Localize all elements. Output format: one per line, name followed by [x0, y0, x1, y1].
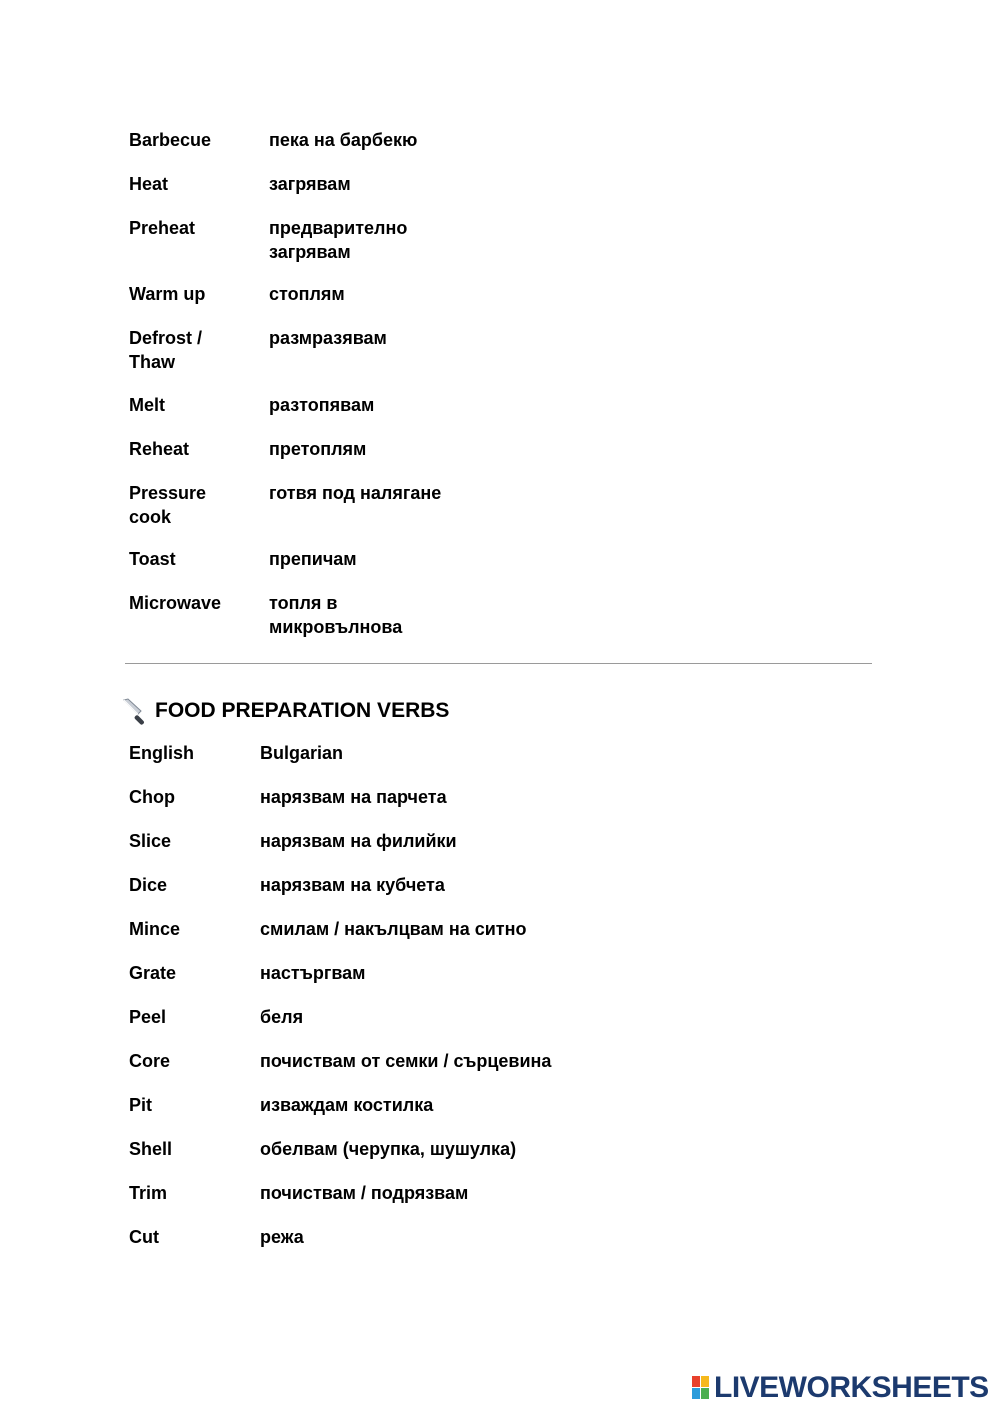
bulgarian-term-line-2: загрявам [269, 242, 351, 262]
bulgarian-term: пека на барбекю [269, 130, 418, 150]
english-term: Mince [129, 919, 181, 939]
bulgarian-term: готвя под налягане [269, 483, 442, 503]
knife-icon [121, 697, 149, 725]
liveworksheets-logo-icon [692, 1376, 714, 1400]
english-term: Warm up [129, 284, 206, 304]
english-term-line-2: cook [129, 507, 172, 527]
english-term: Defrost / [129, 328, 203, 348]
column-header-english: English [129, 743, 195, 763]
bulgarian-term: разтопявам [269, 395, 375, 415]
english-term: Barbecue [129, 130, 212, 150]
bulgarian-term: нарязвам на парчета [260, 787, 447, 807]
bulgarian-term: размразявам [269, 328, 387, 348]
bulgarian-term: нарязвам на кубчета [260, 875, 445, 895]
bulgarian-term: претоплям [269, 439, 367, 459]
english-term: Pit [129, 1095, 153, 1115]
bulgarian-term: топля в [269, 593, 338, 613]
english-term: Preheat [129, 218, 196, 238]
bulgarian-term: настъргвам [260, 963, 366, 983]
bulgarian-term: режа [260, 1227, 304, 1247]
section-divider [125, 663, 872, 664]
english-term-line-2: Thaw [129, 352, 176, 372]
english-term: Grate [129, 963, 177, 983]
english-term: Chop [129, 787, 175, 807]
english-term: Peel [129, 1007, 167, 1027]
bulgarian-term: почиствам от семки / сърцевина [260, 1051, 552, 1071]
bulgarian-term: смилам / накълцвам на ситно [260, 919, 527, 939]
bulgarian-term: обелвам (черупка, шушулка) [260, 1139, 517, 1159]
english-term: Microwave [129, 593, 222, 613]
bulgarian-term: нарязвам на филийки [260, 831, 457, 851]
bulgarian-term: изваждам костилка [260, 1095, 434, 1115]
english-term: Pressure [129, 483, 207, 503]
section-heading [121, 697, 449, 725]
bulgarian-term: беля [260, 1007, 304, 1027]
english-term: Toast [129, 549, 176, 569]
column-header-bulgarian: Bulgarian [260, 743, 344, 763]
english-term: Trim [129, 1183, 168, 1203]
english-term: Heat [129, 174, 169, 194]
logo-text: LIVEWORKSHEETS [714, 1371, 989, 1404]
english-term: Melt [129, 395, 165, 415]
section-title: FOOD PREPARATION VERBS [155, 699, 450, 722]
bulgarian-term-line-2: микровълнова [269, 617, 403, 637]
english-term: Shell [129, 1139, 173, 1159]
english-term: Cut [129, 1227, 159, 1247]
english-term: Core [129, 1051, 171, 1071]
bulgarian-term: стоплям [269, 284, 345, 304]
bulgarian-term: препичам [269, 549, 357, 569]
bulgarian-term: почиствам / подрязвам [260, 1183, 469, 1203]
bulgarian-term: предварително [269, 218, 408, 238]
english-term: Reheat [129, 439, 190, 459]
bulgarian-term: загрявам [269, 174, 351, 194]
english-term: Dice [129, 875, 168, 895]
english-term: Slice [129, 831, 172, 851]
